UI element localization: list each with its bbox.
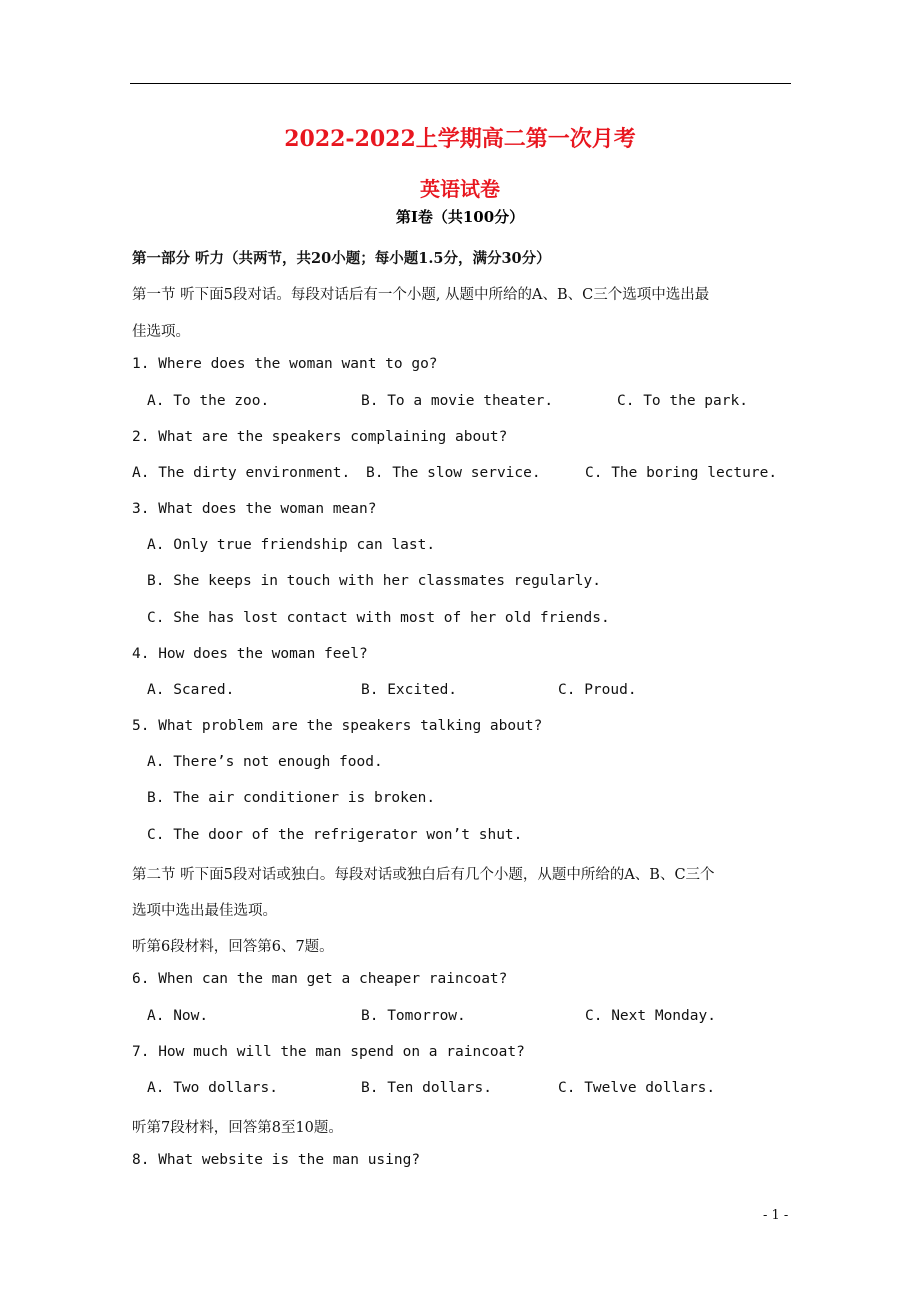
question-1-option-c: C. To the park. — [617, 393, 748, 409]
section1-instruction-line1: 第一节 听下面5段对话。每段对话后有一个小题, 从题中所给的A、B、C三个选项中选出最 — [132, 287, 710, 303]
question-2-option-a: A. The dirty environment. — [132, 465, 351, 481]
question-5-stem: 5. What problem are the speakers talking about? — [132, 718, 543, 734]
question-4-option-b: B. Excited. — [361, 682, 458, 698]
page-number: - 1 - — [763, 1208, 789, 1223]
question-3-stem: 3. What does the woman mean? — [132, 501, 377, 517]
part1-heading: 第一部分 听力（共两节，共20小题；每小题1.5分，满分30分） — [132, 250, 551, 267]
question-7-option-c: C. Twelve dollars. — [558, 1080, 716, 1096]
question-5-option-c: C. The door of the refrigerator won’t shut. — [147, 827, 523, 843]
question-6-option-b: B. Tomorrow. — [361, 1008, 466, 1024]
header-rule — [130, 83, 791, 84]
question-2-option-b: B. The slow service. — [366, 465, 541, 481]
question-7-option-a: A. Two dollars. — [147, 1080, 278, 1096]
question-6-option-a: A. Now. — [147, 1008, 209, 1024]
question-5-option-a: A. There’s not enough food. — [147, 754, 383, 770]
question-7-stem: 7. How much will the man spend on a raincoat? — [132, 1044, 525, 1060]
question-3-option-b: B. She keeps in touch with her classmates regularly. — [147, 573, 601, 589]
question-1-option-b: B. To a movie theater. — [361, 393, 554, 409]
question-6-stem: 6. When can the man get a cheaper raincoat? — [132, 971, 508, 987]
question-6-option-c: C. Next Monday. — [585, 1008, 716, 1024]
question-2-option-c: C. The boring lecture. — [585, 465, 778, 481]
exam-title: 2022-2022上学期高二第一次月考 — [284, 126, 636, 152]
question-7-option-b: B. Ten dollars. — [361, 1080, 492, 1096]
question-3-option-c: C. She has lost contact with most of her old friends. — [147, 610, 610, 626]
question-1-stem: 1. Where does the woman want to go? — [132, 356, 438, 372]
section2-instruction-line2: 选项中选出最佳选项。 — [132, 903, 277, 919]
material-7-instruction: 听第7段材料，回答第8至10题。 — [132, 1120, 343, 1136]
material-6-instruction: 听第6段材料，回答第6、7题。 — [132, 939, 334, 955]
exam-subtitle: 英语试卷 — [420, 177, 500, 201]
question-4-stem: 4. How does the woman feel? — [132, 646, 368, 662]
section2-instruction-line1: 第二节 听下面5段对话或独白。每段对话或独白后有几个小题，从题中所给的A、B、C三个 — [132, 867, 715, 883]
question-4-option-a: A. Scared. — [147, 682, 235, 698]
section1-instruction-line2: 佳选项。 — [132, 324, 190, 340]
question-3-option-a: A. Only true friendship can last. — [147, 537, 436, 553]
volume-heading: 第Ⅰ卷（共100分） — [395, 208, 525, 226]
question-5-option-b: B. The air conditioner is broken. — [147, 790, 436, 806]
question-2-stem: 2. What are the speakers complaining about? — [132, 429, 508, 445]
question-4-option-c: C. Proud. — [558, 682, 637, 698]
question-8-stem: 8. What website is the man using? — [132, 1152, 421, 1168]
question-1-option-a: A. To the zoo. — [147, 393, 270, 409]
